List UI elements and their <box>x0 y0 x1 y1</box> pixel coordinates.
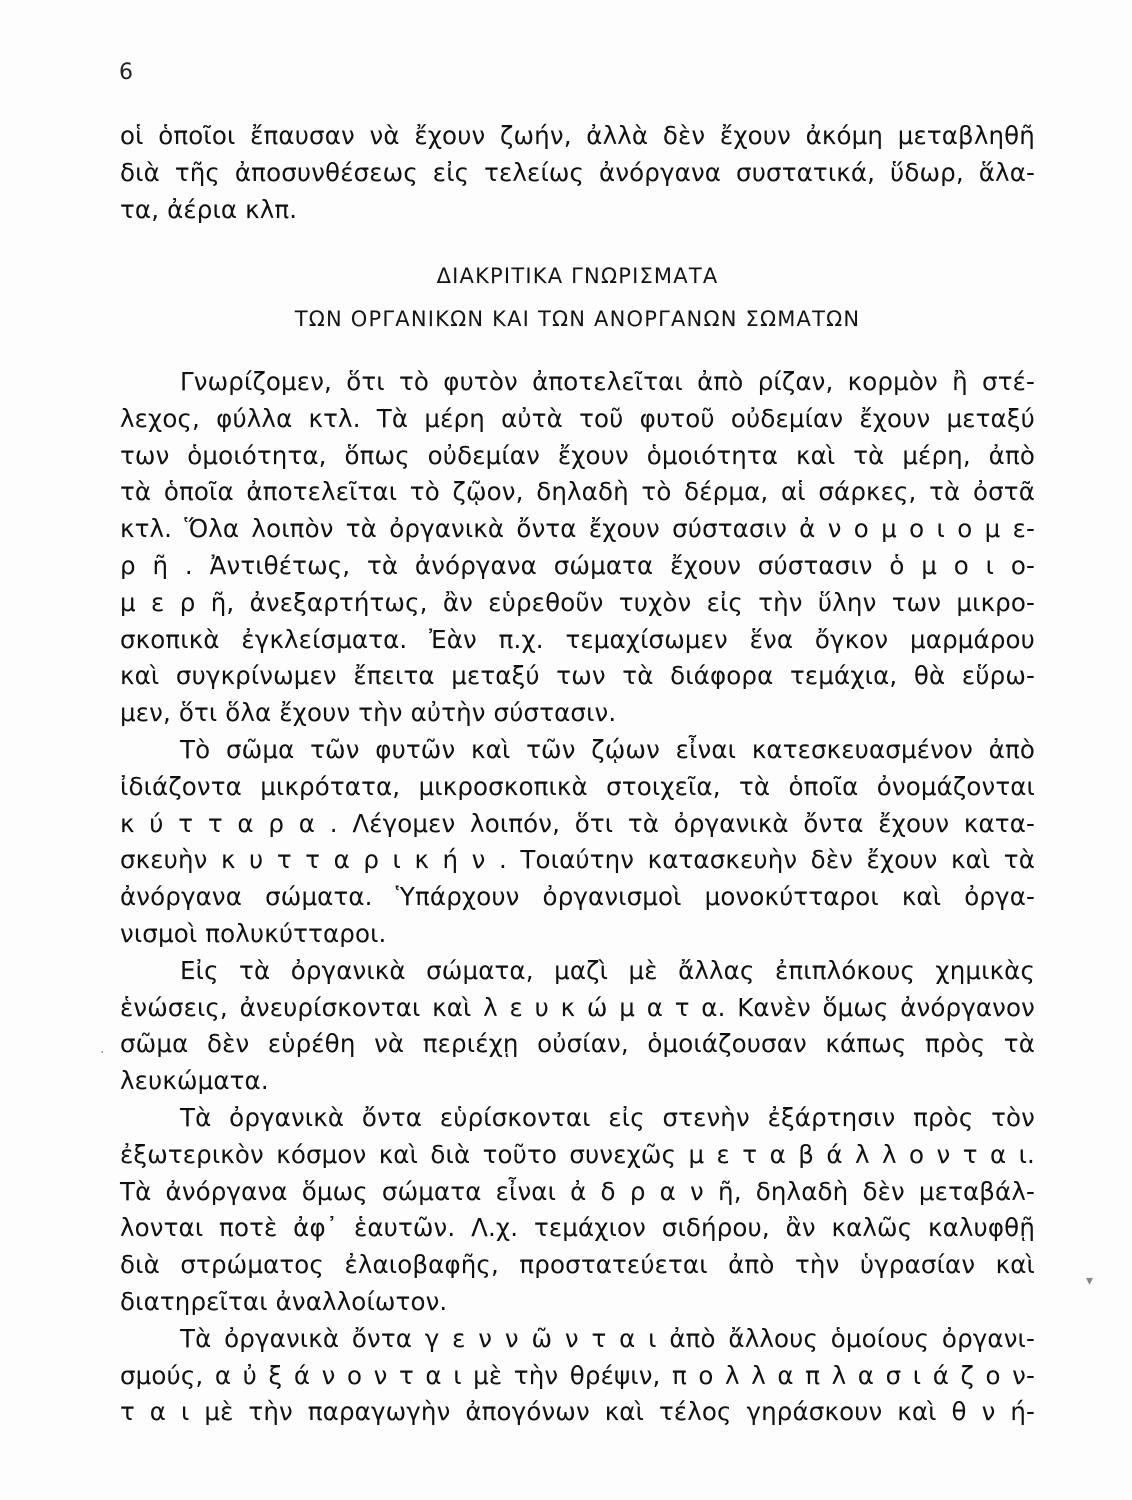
text-line: σῶμα δὲν εὑρέθη νὰ περιέχῃ οὐσίαν, ὁμοιάζουσαν κάπως πρὸς τὰ <box>120 1029 1035 1059</box>
text-line: των ὁμοιότητα, ὅπως οὐδεμίαν ἔχουν ὁμοιότητα καὶ τὰ μέρη, ἀπὸ <box>120 440 1035 470</box>
text-line: τ α ι μὲ τὴν παραγωγὴν ἀπογόνων καὶ τέλος γηράσκουν καὶ θ ν ή- <box>120 1397 1035 1427</box>
text-line: σμούς, α ὐ ξ ά ν ο ν τ α ι μὲ τὴν θρέψιν, π ο λ λ α π λ α σ ι ά ζ ο ν- <box>120 1360 1035 1390</box>
text-line: οἱ ὁποῖοι ἔπαυσαν νὰ ἔχουν ζωήν, ἀλλὰ δὲν ἔχουν ἀκόμη μεταβληθῆ <box>120 121 1035 150</box>
text-line: Τὸ σῶμα τῶν φυτῶν καὶ τῶν ζῴων εἶναι κατεσκευασμένον ἀπὸ <box>180 734 1035 764</box>
text-line: ἐξωτερικὸν κόσμον καὶ διὰ τοῦτο συνεχῶς μ ε τ α β ά λ λ ο ν τ α ι. <box>120 1139 1035 1169</box>
text-line: σκοπικὰ ἐγκλείσματα. Ἐὰν π.χ. τεμαχίσωμεν ἕνα ὄγκον μαρμάρου <box>120 624 1035 654</box>
text-line: κτλ. Ὅλα λοιπὸν τὰ ὀργανικὰ ὄντα ἔχουν σύστασιν ἀ ν ο μ ο ι ο μ ε- <box>120 514 1035 544</box>
text-line: σκευὴν κ υ τ τ α ρ ι κ ή ν . Τοιαύτην κατασκευὴν δὲν ἔχουν καὶ τὰ <box>120 845 1035 875</box>
text-line: Τὰ ἀνόργανα ὅμως σώματα εἶναι ἀ δ ρ α ν ῆ, δηλαδὴ δὲν μεταβάλ- <box>120 1176 1035 1206</box>
text-line: Τὰ ὀργανικὰ ὄντα εὑρίσκονται εἰς στενὴν ἐξάρτησιν πρὸς τὸν <box>180 1102 1035 1132</box>
text-line: ἰδιάζοντα μικρότατα, μικροσκοπικὰ στοιχεῖα, τὰ ὁποῖα ὀνομάζονται <box>120 771 1035 801</box>
scan-mark-icon: ▾ <box>1086 1273 1094 1289</box>
intro-paragraph <box>120 118 1035 228</box>
text-line: ἑνώσεις, ἀνευρίσκονται καὶ λ ε υ κ ώ μ α τ α. Κανὲν ὅμως ἀνόργανον <box>120 992 1035 1022</box>
section-heading-line2: ΤΩΝ ΟΡΓΑΝΙΚΩΝ ΚΑΙ ΤΩΝ ΑΝΟΡΓΑΝΩΝ ΣΩΜΑΤΩΝ <box>294 307 861 331</box>
text-line: λονται ποτὲ ἀφ᾽ ἑαυτῶν. Λ.χ. τεμάχιον σιδήρου, ἂν καλῶς καλυφθῇ <box>120 1213 1035 1243</box>
text-line: μ ε ρ ῆ, ἀνεξαρτήτως, ἂν εὑρεθοῦν τυχὸν εἰς τὴν ὕλην των μικρο- <box>120 587 1035 617</box>
text-line: κ ύ τ τ α ρ α . Λέγομεν λοιπόν, ὅτι τὰ ὀργανικὰ ὄντα ἔχουν κατα- <box>120 808 1035 838</box>
page-number: 6 <box>119 60 133 85</box>
text-line: Τὰ ὀργανικὰ ὄντα γ ε ν ν ῶ ν τ α ι ἀπὸ ἄλλους ὁμοίους ὀργανι- <box>180 1323 1035 1353</box>
text-line: διὰ στρώματος ἐλαιοβαφῆς, προστατεύεται ἀπὸ τὴν ὑγρασίαν καὶ <box>120 1250 1035 1280</box>
text-line: ἀνόργανα σώματα. Ὑπάρχουν ὀργανισμοὶ μονοκύτταροι καὶ ὀργα- <box>120 882 1035 912</box>
scan-dot-icon: · <box>100 1045 105 1061</box>
section-heading-line1: ΔΙΑΚΡΙΤΙΚΑ ΓΝΩΡΙΣΜΑΤΑ <box>436 264 719 288</box>
text-line: τα, ἀέρια κλπ. <box>120 194 298 224</box>
text-line: καὶ συγκρίνωμεν ἔπειτα μεταξύ των τὰ διάφορα τεμάχια, θὰ εὕρω- <box>120 661 1035 691</box>
text-line: λεχος, φύλλα κτλ. Τὰ μέρη αὐτὰ τοῦ φυτοῦ οὐδεμίαν ἔχουν μεταξύ <box>120 403 1035 433</box>
text-line: διατηρεῖται ἀναλλοίωτον. <box>120 1286 448 1316</box>
text-line: διὰ τῆς ἀποσυνθέσεως εἰς τελείως ἀνόργανα συστατικά, ὕδωρ, ἅλα- <box>120 157 1035 187</box>
text-line: Γνωρίζομεν, ὅτι τὸ φυτὸν ἀποτελεῖται ἀπὸ ρίζαν, κορμὸν ἢ στέ- <box>180 367 1035 396</box>
body-text <box>120 364 1035 1431</box>
text-line: λευκώματα. <box>120 1066 269 1096</box>
text-line: μεν, ὅτι ὅλα ἔχουν τὴν αὐτὴν σύστασιν. <box>120 698 617 728</box>
text-line: Εἰς τὰ ὀργανικὰ σώματα, μαζὶ μὲ ἄλλας ἐπιπλόκους χημικὰς <box>180 955 1035 985</box>
text-line: νισμοὶ πολυκύτταροι. <box>120 918 387 948</box>
text-line: ρ ῆ . Ἀντιθέτως, τὰ ἀνόργανα σώματα ἔχουν σύστασιν ὁ μ ο ι ο- <box>120 550 1035 580</box>
text-line: τὰ ὁποῖα ἀποτελεῖται τὸ ζῷον, δηλαδὴ τὸ δέρμα, αἱ σάρκες, τὰ ὀστᾶ <box>120 477 1035 507</box>
